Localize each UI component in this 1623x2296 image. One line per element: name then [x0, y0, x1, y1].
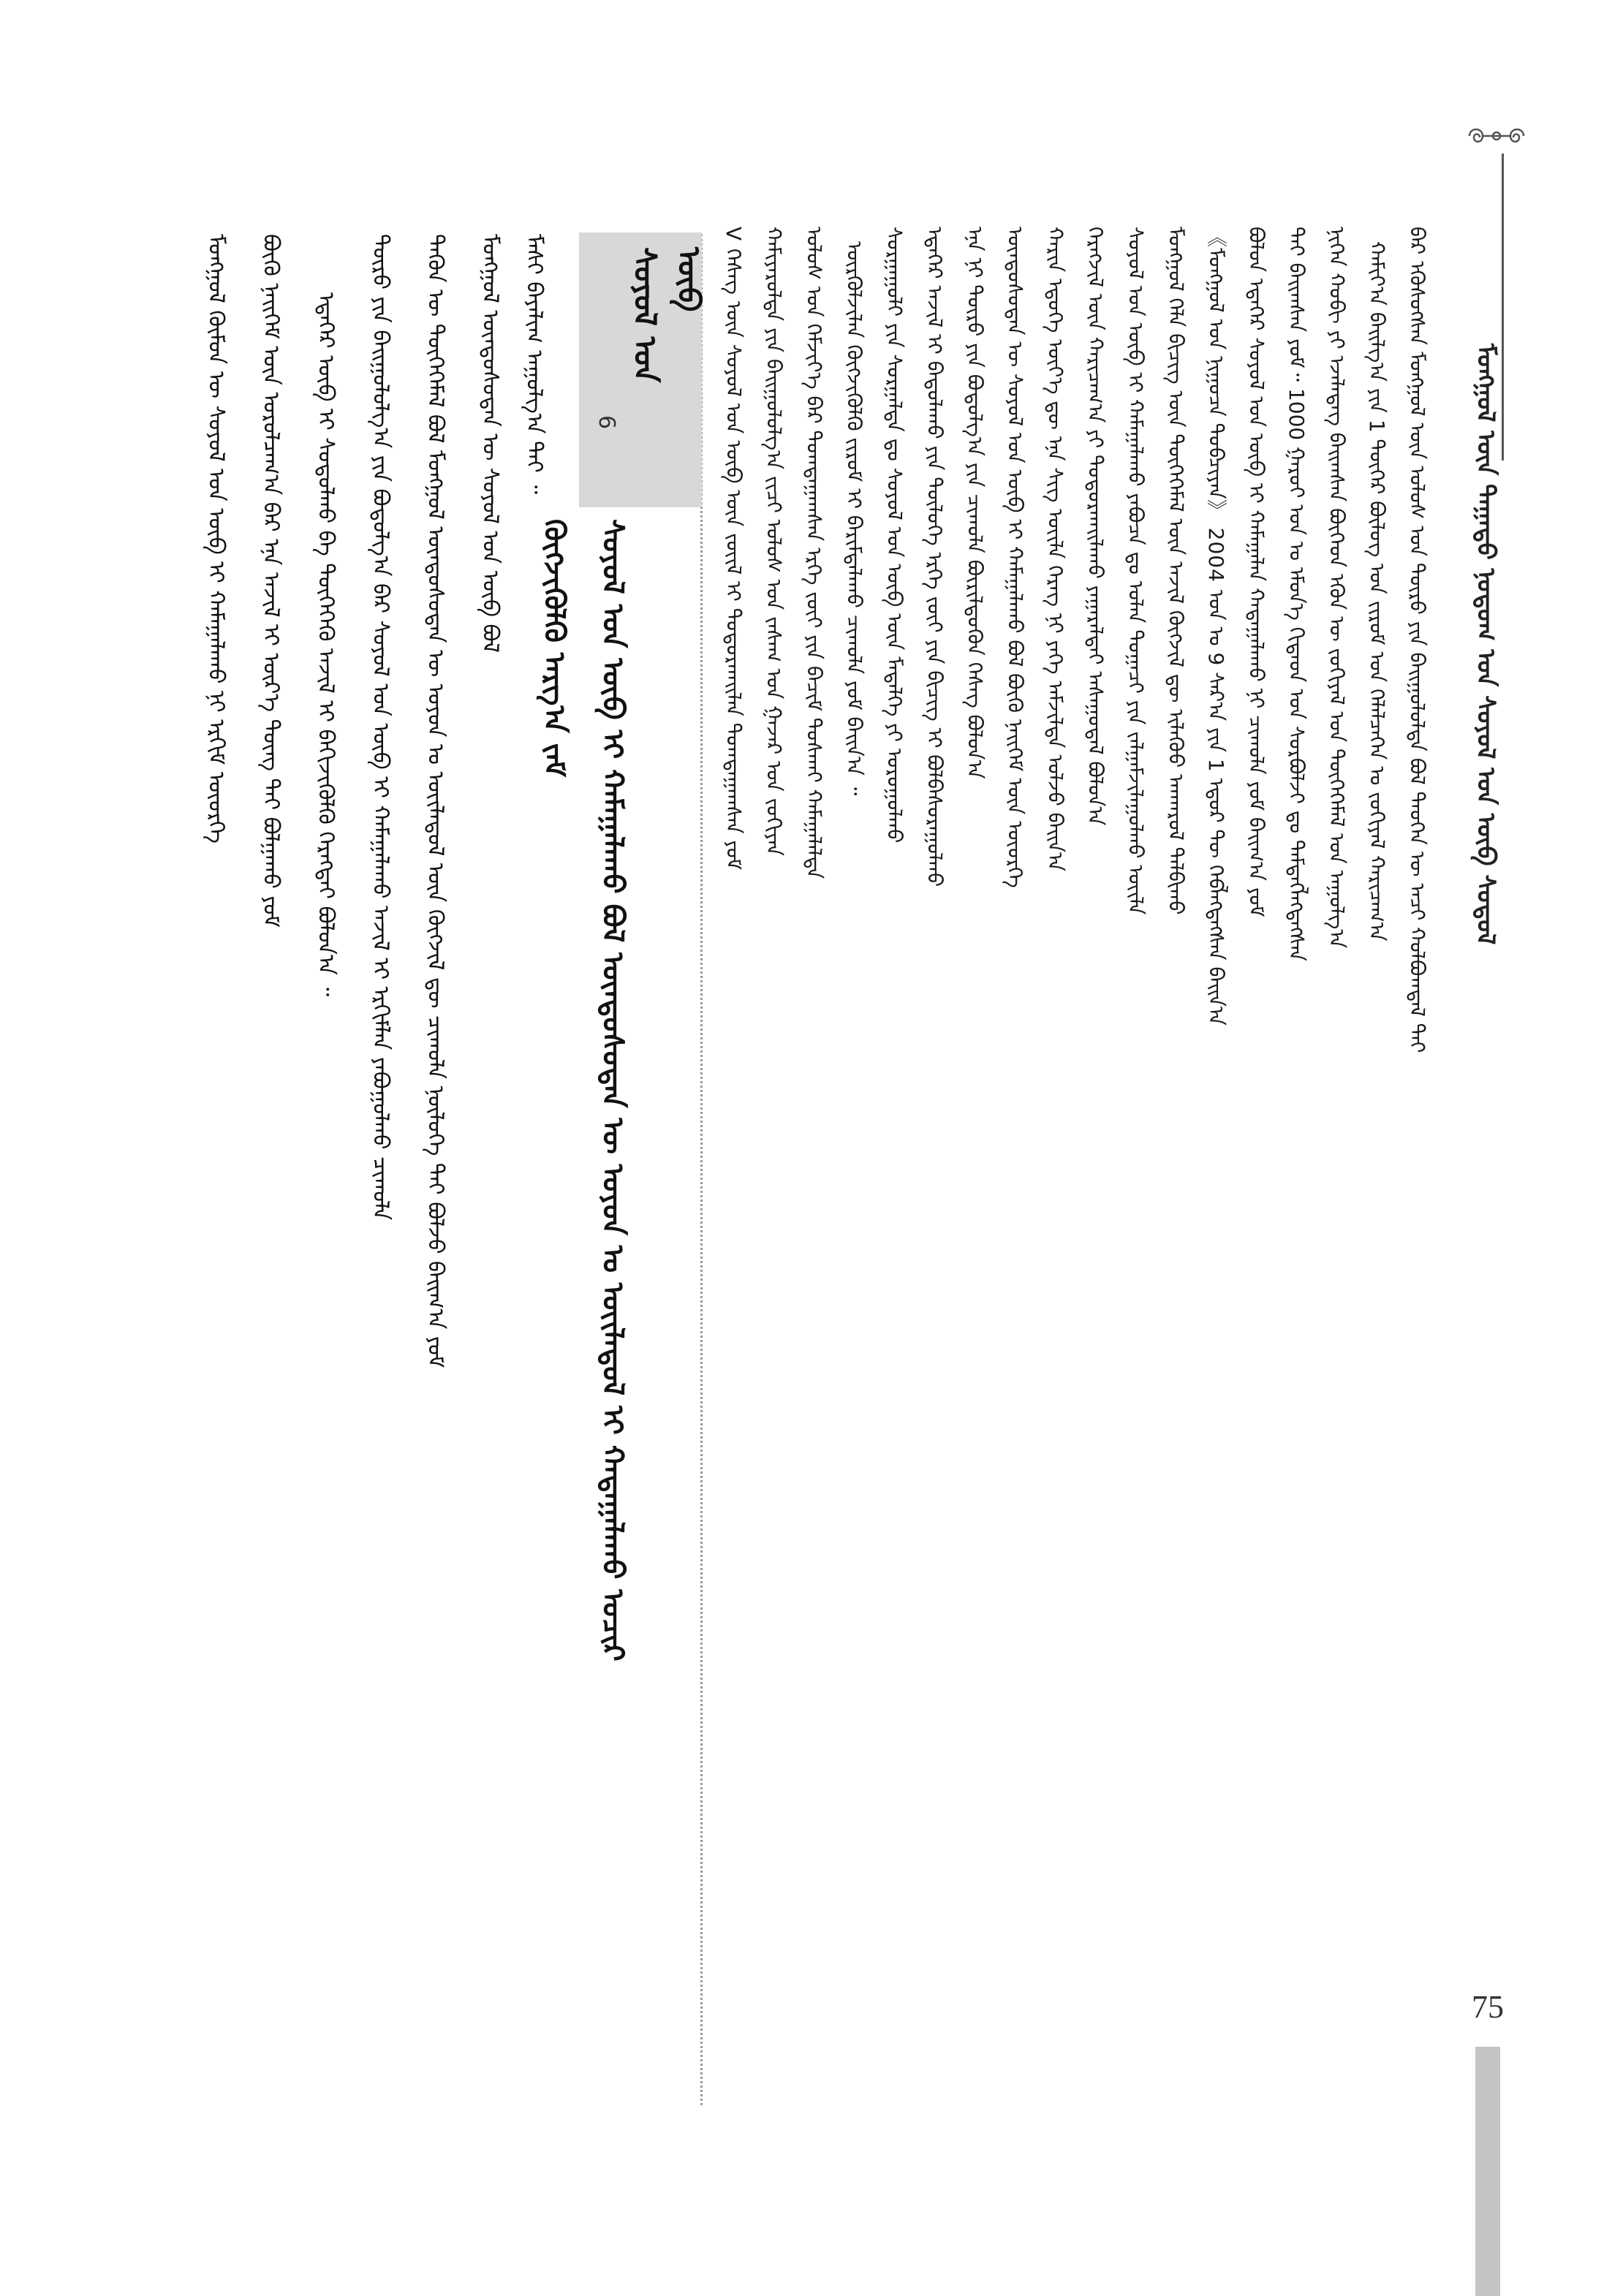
upper-text-column: V ᠬᠡᠰᠡᠭ ᠦᠨ ᠰᠣᠶᠣᠯ ᠤᠨ ᠦᠪ ᠦᠨ ᠵᠦᠢᠯ ᠢ ᠲᠣᠳᠣᠷᠬᠠᠢᠯᠠᠨ ᠲᠣᠭᠲᠠᠭᠠᠭᠰᠠᠨ ᠶᠤᠮ [722, 227, 746, 871]
section-heading-line-2: ᠬᠥᠭᠵᠢᠭᠦᠯᠬᠦ ᠠᠷᠭ᠎ᠠ ᠵᠠᠮ [537, 519, 571, 778]
upper-text-column: ᠮᠣᠩᠭᠣᠯ ᠬᠡᠯᠡ ᠪᠢᠴᠢᠭ ᠦᠨ ᠲᠦᠭᠡᠭᠡᠮᠡᠯ ᠦᠨ ᠠᠵᠢᠯ ᠬᠥᠭᠵᠢᠯ ᠳᠦ ᠢᠯᠡᠭᠦᠦ ᠠᠨᠬᠠᠷᠤᠯ ᠲᠠᠯᠪᠢᠬᠤ [1164, 227, 1188, 915]
body-column: ᠪᠦᠬᠦ ᠨᠡᠢᠭᠡᠮ ᠦᠨ ᠣᠷᠣᠯᠴᠠᠭ᠎ᠠ ᠪᠡᠷ ᠡᠨᠡ ᠠᠵᠢᠯ ᠢ ᠦᠷ᠎ᠡ ᠳᠦᠩ ᠲᠠᠢ ᠪᠣᠯᠭᠠᠬᠤ ᠶᠤᠮ [258, 234, 284, 928]
upper-text-column: ᠲᠠᠢ ᠪᠠᠢᠭᠰᠠᠨ ᠶᠤᠮ᠃ 1000 ᠭᠠᠷᠤᠢ ᠣᠨ ᠤ ᠡᠮᠦᠨ᠎ᠡ ᠬᠢᠲᠠᠳ ᠤᠨ ᠰᠤᠷᠪᠤᠯᠵᠢ ᠳᠤ ᠲᠡᠮᠳᠡᠭᠯᠡᠭᠳᠡᠭᠰᠡᠨ [1285, 227, 1309, 961]
running-title: ᠮᠣᠩᠭᠣᠯ ᠦᠨ ᠲᠠᠭᠠᠳᠤ ᠨᠤᠲᠤᠭ ᠤᠨ ᠰᠣᠶᠣᠯ ᠤᠨ ᠦᠪ ᠰᠤᠳᠤᠯ [1471, 344, 1500, 945]
body-column: ᠮᠣᠩᠭᠣᠯ ᠦᠨᠳᠦᠰᠦᠲᠡᠨ ᠦ ᠰᠣᠶᠣᠯ ᠤᠨ ᠦᠪ ᠪᠣᠯ ᠮᠠᠰᠢ ᠪᠠᠶᠠᠯᠢᠭ ᠠᠭᠤᠯᠭ᠎ᠠ ᠲᠠᠢ ᠃ [477, 234, 547, 653]
body-column: ᠡᠳᠡᠭᠡᠷ ᠦᠪ ᠢ ᠰᠤᠳᠤᠯᠬᠤ ᠪᠠ ᠲᠦᠭᠡᠭᠡᠬᠦ ᠠᠵᠢᠯ ᠢ ᠪᠡᠬᠢᠵᠢᠭᠦᠯᠬᠦ ᠬᠡᠷᠡᠭᠲᠡᠢ ᠪᠣᠯᠤᠨ᠎ᠠ ᠃ [313, 292, 338, 997]
upper-text-column: 《ᠮᠣᠩᠭᠣᠯ ᠤᠨ ᠨᠢᠭᠤᠴᠠ ᠲᠣᠪᠴᠢᠶᠠᠨ》 2004 ᠣᠨ ᠤ 9 ᠰᠠᠷ᠎ᠠ ᠶᠢᠨ 1 ᠡᠳᠦᠷ ᠲᠦ ᠬᠡᠪᠯᠡᠭᠳᠡᠭᠰᠡᠨ ᠪᠠᠢᠨ᠎ᠠ [1204, 227, 1228, 1026]
page-edge-bar [1475, 2047, 1500, 2296]
upper-text-column: ᠬᠠᠮᠢᠶ᠎ᠠ ᠪᠠᠢᠯᠭ᠎ᠠ ᠶᠢᠨ 1 ᠳᠦᠭᠡᠷ ᠪᠦᠯᠦᠭ ᠤᠨ ᠵᠢᠷᠤᠮ ᠤᠨ ᠬᠡᠯᠡᠯᠴᠡᠭᠡᠨ ᠤ ᠵᠣᠬᠢᠶᠠᠯ ᠬᠠᠷᠢᠴᠠᠭ᠎ᠠ [1365, 241, 1389, 941]
upper-text-column: ᠪᠡᠷ ᠡᠭᠦᠰᠦᠭᠰᠡᠨ ᠮᠣᠩᠭᠣᠯ ᠦᠨ ᠤᠯᠤᠰ ᠤᠨ ᠲᠦᠷᠦ ᠶᠢᠨ ᠪᠠᠢᠭᠤᠯᠤᠯᠲᠠ ᠪᠣᠯ ᠲᠡᠦᠬᠡᠨ ᠦ ᠠᠴᠢ ᠬᠣᠯᠪᠣᠭᠳᠠᠯ ᠲᠠᠢ [1405, 227, 1429, 1053]
upper-text-column: ᠬᠡᠷᠡᠭᠵᠢᠯ ᠦᠨ ᠬᠠᠷᠢᠴᠠᠭ᠎ᠠ ᠶᠢ ᠲᠣᠳᠣᠷᠬᠠᠢᠯᠠᠬᠤ ᠶᠠᠭᠠᠷᠠᠯᠲᠠᠢ ᠠᠰᠠᠭᠤᠳᠠᠯ ᠪᠣᠯᠤᠨ᠎ᠠ [1083, 227, 1108, 826]
upper-text-column: ᠨᠢᠭᠡᠨ ᠬᠤᠪᠢ ᠶᠢ ᠡᠵᠡᠯᠡᠳᠡᠭ ᠪᠠᠢᠭᠰᠠᠨ ᠪᠥᠭᠡᠳ ᠡᠭᠦᠨ ᠦ ᠵᠣᠬᠢᠶᠠᠯ ᠤᠨ ᠲᠦᠭᠡᠭᠡᠮᠡᠯ ᠤᠨ ᠠᠭᠤᠯᠭ᠎ᠠ [1325, 227, 1349, 949]
upper-text-column: ᠤᠯᠤᠰ ᠤᠨ ᠬᠡᠮᠵᠢᠶ᠎ᠡ ᠪᠡᠷ ᠲᠣᠭᠲᠠᠭᠠᠭᠰᠠᠨ ᠡᠷᠬᠡ ᠵᠦᠢ ᠶᠢᠨ ᠪᠠᠴᠢᠮ ᠲᠤᠰᠬᠠᠢ ᠬᠠᠮᠠᠭᠠᠯᠠᠯᠲᠠ [802, 227, 826, 879]
chapter-title: ᠰᠣᠶᠣᠯ ᠤᠨ ᠦᠪ [627, 247, 707, 383]
body-column: ᠲᠡᠭᠦᠨ ᠦ ᠲᠦᠭᠡᠭᠡᠮᠡᠯ ᠪᠣᠯ ᠮᠣᠩᠭᠣᠯ ᠦᠨᠳᠦᠰᠦᠲᠡᠨ ᠦ ᠣᠶᠤᠨ ᠤ ᠦᠢᠯᠡᠳᠦᠯ ᠦᠨ ᠬᠥᠭᠵᠢᠯ ᠳᠦ ᠴᠢᠬᠤᠯᠠ ᠨᠥᠯᠥᠭᠡ ᠲᠠᠢ ᠪᠣᠯᠵᠤ ᠪᠠᠢᠭ᠎ᠠ ᠶᠤᠮ [423, 234, 448, 1368]
upper-text-column: ᠡᠳᠡᠭᠡᠷ ᠠᠵᠢᠯ ᠢ ᠪᠠᠲᠤᠯᠠᠬᠤ ᠶᠢᠨ ᠲᠥᠯᠥᠭᠡ ᠡᠷᠬᠡ ᠵᠦᠢ ᠶᠢᠨ ᠪᠢᠴᠢᠭ ᠢ ᠪᠣᠯᠪᠠᠰᠤᠷᠠᠭᠤᠯᠬᠤ [923, 227, 947, 887]
body-column: ᠲᠥᠷᠦ ᠶᠢᠨ ᠪᠠᠢᠭᠤᠯᠤᠯᠭ᠎ᠠ ᠶᠢᠨ ᠪᠣᠳᠤᠯᠭ᠎ᠠ ᠪᠡᠷ ᠰᠣᠶᠣᠯ ᠤᠨ ᠦᠪ ᠢ ᠬᠠᠮᠠᠭᠠᠯᠠᠬᠤ ᠠᠵᠢᠯ ᠢ ᠡᠷᠬᠢᠮᠯᠡᠨ ᠶᠠᠪᠤᠭᠤᠯᠬᠤ ᠴᠢᠬᠤᠯᠠ [368, 234, 393, 1221]
header-ornament-icon [1464, 121, 1529, 151]
section-heading-line-1: ᠰᠣᠶᠣᠯ ᠤᠨ ᠦᠪ ᠢ ᠬᠠᠮᠠᠭᠠᠯᠠᠬᠤ ᠪᠣᠯ ᠦᠨᠳᠦᠰᠦᠲᠡᠨ ᠦ ᠣᠶᠤᠨ ᠤ ᠦᠢᠯᠡᠳᠦᠯ ᠢ ᠬᠠᠳᠠᠭᠠᠯᠠᠬᠤ ᠤᠴᠢᠷ [596, 519, 629, 1662]
upper-text-column: ᠰᠣᠶᠣᠯ ᠤᠨ ᠦᠪ ᠢ ᠬᠠᠮᠠᠭᠠᠯᠠᠬᠤ ᠶᠠᠪᠤᠴᠠ ᠳᠤ ᠣᠯᠠᠨ ᠲᠣᠭᠠᠴᠢ ᠶᠢᠨ ᠵᠠᠯᠭᠠᠮᠵᠢᠯᠠᠭᠤᠯᠬᠤ ᠦᠢᠯᠡ [1124, 227, 1148, 915]
upper-text-column: ᠡᠨᠡ ᠨᠢ ᠲᠥᠷᠦ ᠶᠢᠨ ᠪᠣᠳᠤᠯᠭ᠎ᠠ ᠶᠢᠨ ᠴᠢᠬᠤᠯᠠ ᠪᠦᠷᠢᠯᠳᠦᠬᠦᠨ ᠬᠡᠰᠡᠭ ᠪᠣᠯᠤᠨ᠎ᠠ [963, 227, 987, 779]
section-divider [700, 234, 703, 2105]
upper-text-column: ᠬᠠᠮᠢᠶᠠᠷᠤᠯᠲᠠ ᠶᠢᠨ ᠪᠠᠢᠭᠤᠯᠤᠯᠭ᠎ᠠ ᠵᠢᠴᠢ ᠤᠯᠤᠰ ᠤᠨ ᠵᠠᠰᠠᠭ ᠤᠨ ᠭᠠᠵᠠᠷ ᠤᠨ ᠵᠣᠬᠢᠶᠠᠨ [762, 227, 786, 856]
chapter-label-box [579, 232, 707, 507]
chapter-number: 6 [594, 415, 619, 430]
upper-text-column: ᠦᠨᠳᠦᠰᠦᠲᠡᠨ ᠦ ᠰᠣᠶᠣᠯ ᠤᠨ ᠦᠪ ᠢ ᠬᠠᠮᠠᠭᠠᠯᠠᠬᠤ ᠪᠣᠯ ᠪᠦᠬᠦ ᠨᠡᠢᠭᠡᠮ ᠦᠨ ᠦᠦᠷᠭᠡ [1003, 227, 1027, 888]
upper-text-column: ᠬᠠᠷᠢᠨ ᠡᠳᠦᠭᠡ ᠦᠶ᠎ᠡ ᠳᠦ ᠡᠨᠡ ᠰᠢᠭ ᠦᠢᠯᠡ ᠬᠡᠷᠡᠭ ᠨᠢ ᠶᠡᠬᠡ ᠠᠮᠵᠢᠯᠲᠠ ᠣᠯᠵᠤ ᠪᠠᠢᠨ᠎ᠠ [1043, 227, 1067, 872]
upper-text-column: ᠪᠣᠯᠤᠨ ᠡᠳᠡᠭᠡᠷ ᠰᠣᠶᠣᠯ ᠤᠨ ᠦᠪ ᠢ ᠬᠠᠮᠠᠭᠠᠯᠠᠨ ᠬᠠᠳᠠᠭᠠᠯᠠᠬᠤ ᠨᠢ ᠴᠢᠬᠤᠯᠠ ᠶᠤᠮ ᠪᠠᠢᠭ᠎ᠠ ᠶᠤᠮ [1244, 227, 1268, 917]
body-column: ᠮᠣᠩᠭᠣᠯ ᠬᠦᠮᠦᠨ ᠦ ᠰᠣᠶᠣᠯ ᠤᠨ ᠦᠪ ᠢ ᠬᠠᠮᠠᠭᠠᠯᠠᠬᠤ ᠨᠢ ᠡᠷᠬᠢᠮ ᠦᠦᠷᠭᠡ [203, 234, 229, 844]
page-number: 75 [1472, 1989, 1504, 2025]
upper-text-column: ᠰᠤᠷᠭᠠᠭᠤᠯᠢ ᠶᠢᠨ ᠰᠤᠷᠭᠠᠯᠲᠠ ᠳᠤ ᠰᠣᠶᠣᠯ ᠤᠨ ᠦᠪ ᠦᠨ ᠮᠡᠳᠡᠯᠭᠡ ᠶᠢ ᠣᠷᠣᠭᠤᠯᠬᠤ [882, 227, 907, 844]
upper-text-column: ᠦᠷᠭᠦᠯᠵᠢᠯᠡᠨ ᠬᠥᠭᠵᠢᠭᠦᠯᠬᠦ ᠵᠢᠷᠤᠮ ᠢ ᠪᠠᠷᠢᠮᠲᠠᠯᠠᠬᠤ ᠴᠢᠬᠤᠯᠠ ᠶᠤᠮ ᠪᠠᠢᠨ᠎ᠠ ᠃ [842, 241, 866, 796]
